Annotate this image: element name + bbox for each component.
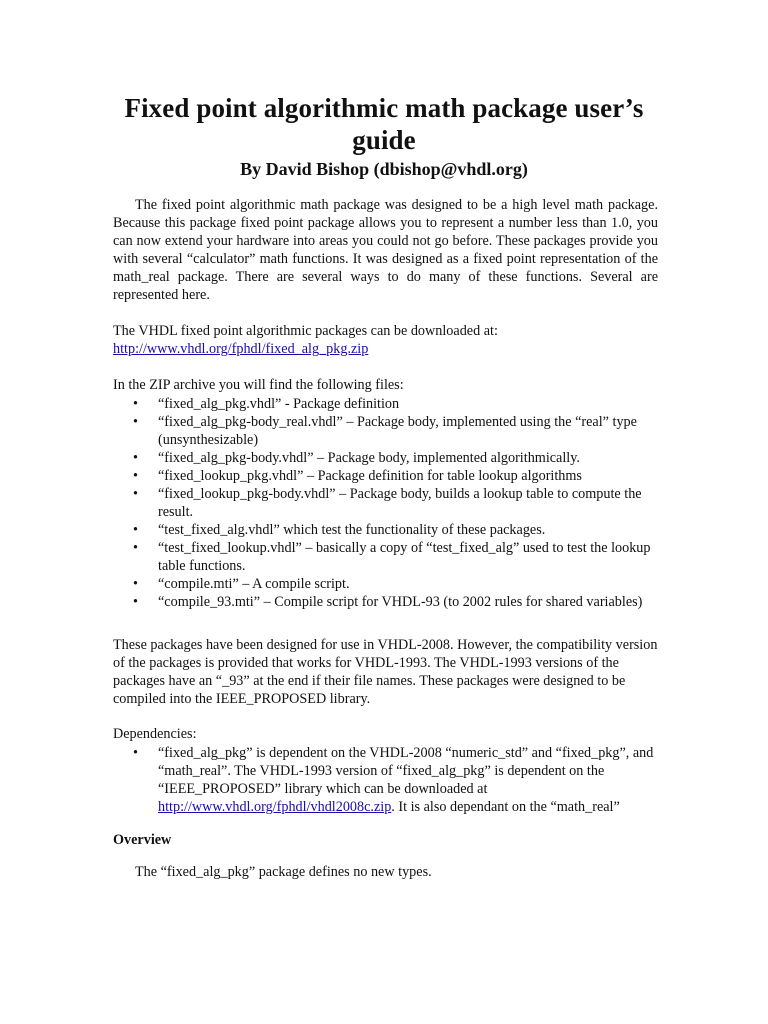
dependencies-label: Dependencies: xyxy=(113,726,197,742)
overview-heading: Overview xyxy=(113,832,172,848)
list-item: • “fixed_alg_pkg-body_real.vhdl” – Package body, implemented using the “real” type (unsynthesizable) xyxy=(133,414,637,448)
document-author: By David Bishop (dbishop@vhdl.org) xyxy=(240,159,528,179)
zip-intro-text: In the ZIP archive you will find the following files: xyxy=(113,377,404,393)
file-list xyxy=(113,395,658,611)
list-item: • “fixed_lookup_pkg-body.vhdl” – Package body, builds a lookup table to compute the result. xyxy=(133,486,642,520)
dependencies-list xyxy=(113,744,658,816)
download-paragraph xyxy=(113,322,658,358)
bullet-icon: • xyxy=(133,576,138,592)
bullet-icon: • xyxy=(133,414,138,430)
list-item: • “fixed_lookup_pkg.vhdl” – Package definition for table lookup algorithms xyxy=(133,468,582,484)
list-item: • “fixed_alg_pkg-body.vhdl” – Package body, implemented algorithmically. xyxy=(133,450,580,466)
list-item: • “compile.mti” – A compile script. xyxy=(133,576,350,592)
overview-text: The “fixed_alg_pkg” package defines no new types. xyxy=(135,864,432,880)
bullet-icon: • xyxy=(133,522,138,538)
bullet-icon: • xyxy=(133,745,138,761)
dependency-link[interactable]: http://www.vhdl.org/fphdl/vhdl2008c.zip xyxy=(158,799,392,815)
bullet-icon: • xyxy=(133,468,138,484)
bullet-icon: • xyxy=(133,396,138,412)
intro-paragraph: The fixed point algorithmic math package was designed to be a high level math package. Because this package fixed point package allows you to represent a number less than 1.0, you can now extend your hardware into areas you could not go before. These packages provide you with several “calculator” math functions. It was designed as a fixed point representation of the math_real package. There are several ways to do many of these functions. Several are represented here. xyxy=(113,197,658,303)
list-item: • “test_fixed_lookup.vhdl” – basically a copy of “test_fixed_alg” used to test the lookup table functions. xyxy=(133,540,651,574)
download-link[interactable]: http://www.vhdl.org/fphdl/fixed_alg_pkg.zip xyxy=(113,341,369,357)
list-item: • “test_fixed_alg.vhdl” which test the functionality of these packages. xyxy=(133,522,546,538)
list-item: • “compile_93.mti” – Compile script for VHDL-93 (to 2002 rules for shared variables) xyxy=(133,594,643,610)
list-item: • “fixed_alg_pkg” is dependent on the VHDL-2008 “numeric_std” and “fixed_pkg”, and “math_real”. The VHDL-1993 version of “fixed_alg_pkg” is dependent on the “IEEE_PROPOSED” library which can be downloaded at http://www.vhdl.org/fphdl/vhdl2008c.zip. It is also dependant on the “math_real” xyxy=(133,745,654,815)
bullet-icon: • xyxy=(133,450,138,466)
bullet-icon: • xyxy=(133,594,138,610)
bullet-icon: • xyxy=(133,486,138,502)
document-title: Fixed point algorithmic math package user’s guide xyxy=(124,93,644,155)
download-text: The VHDL fixed point algorithmic packages can be downloaded at: xyxy=(113,323,498,339)
bullet-icon: • xyxy=(133,540,138,556)
list-item: • “fixed_alg_pkg.vhdl” - Package definition xyxy=(133,396,400,412)
compatibility-paragraph: These packages have been designed for use in VHDL-2008. However, the compatibility version of the packages is provided that works for VHDL-1993. The VHDL-1993 versions of the packages have an “_93” at the end if their file names. These packages were designed to be compiled into the IEEE_PROPOSED library. xyxy=(113,637,658,707)
